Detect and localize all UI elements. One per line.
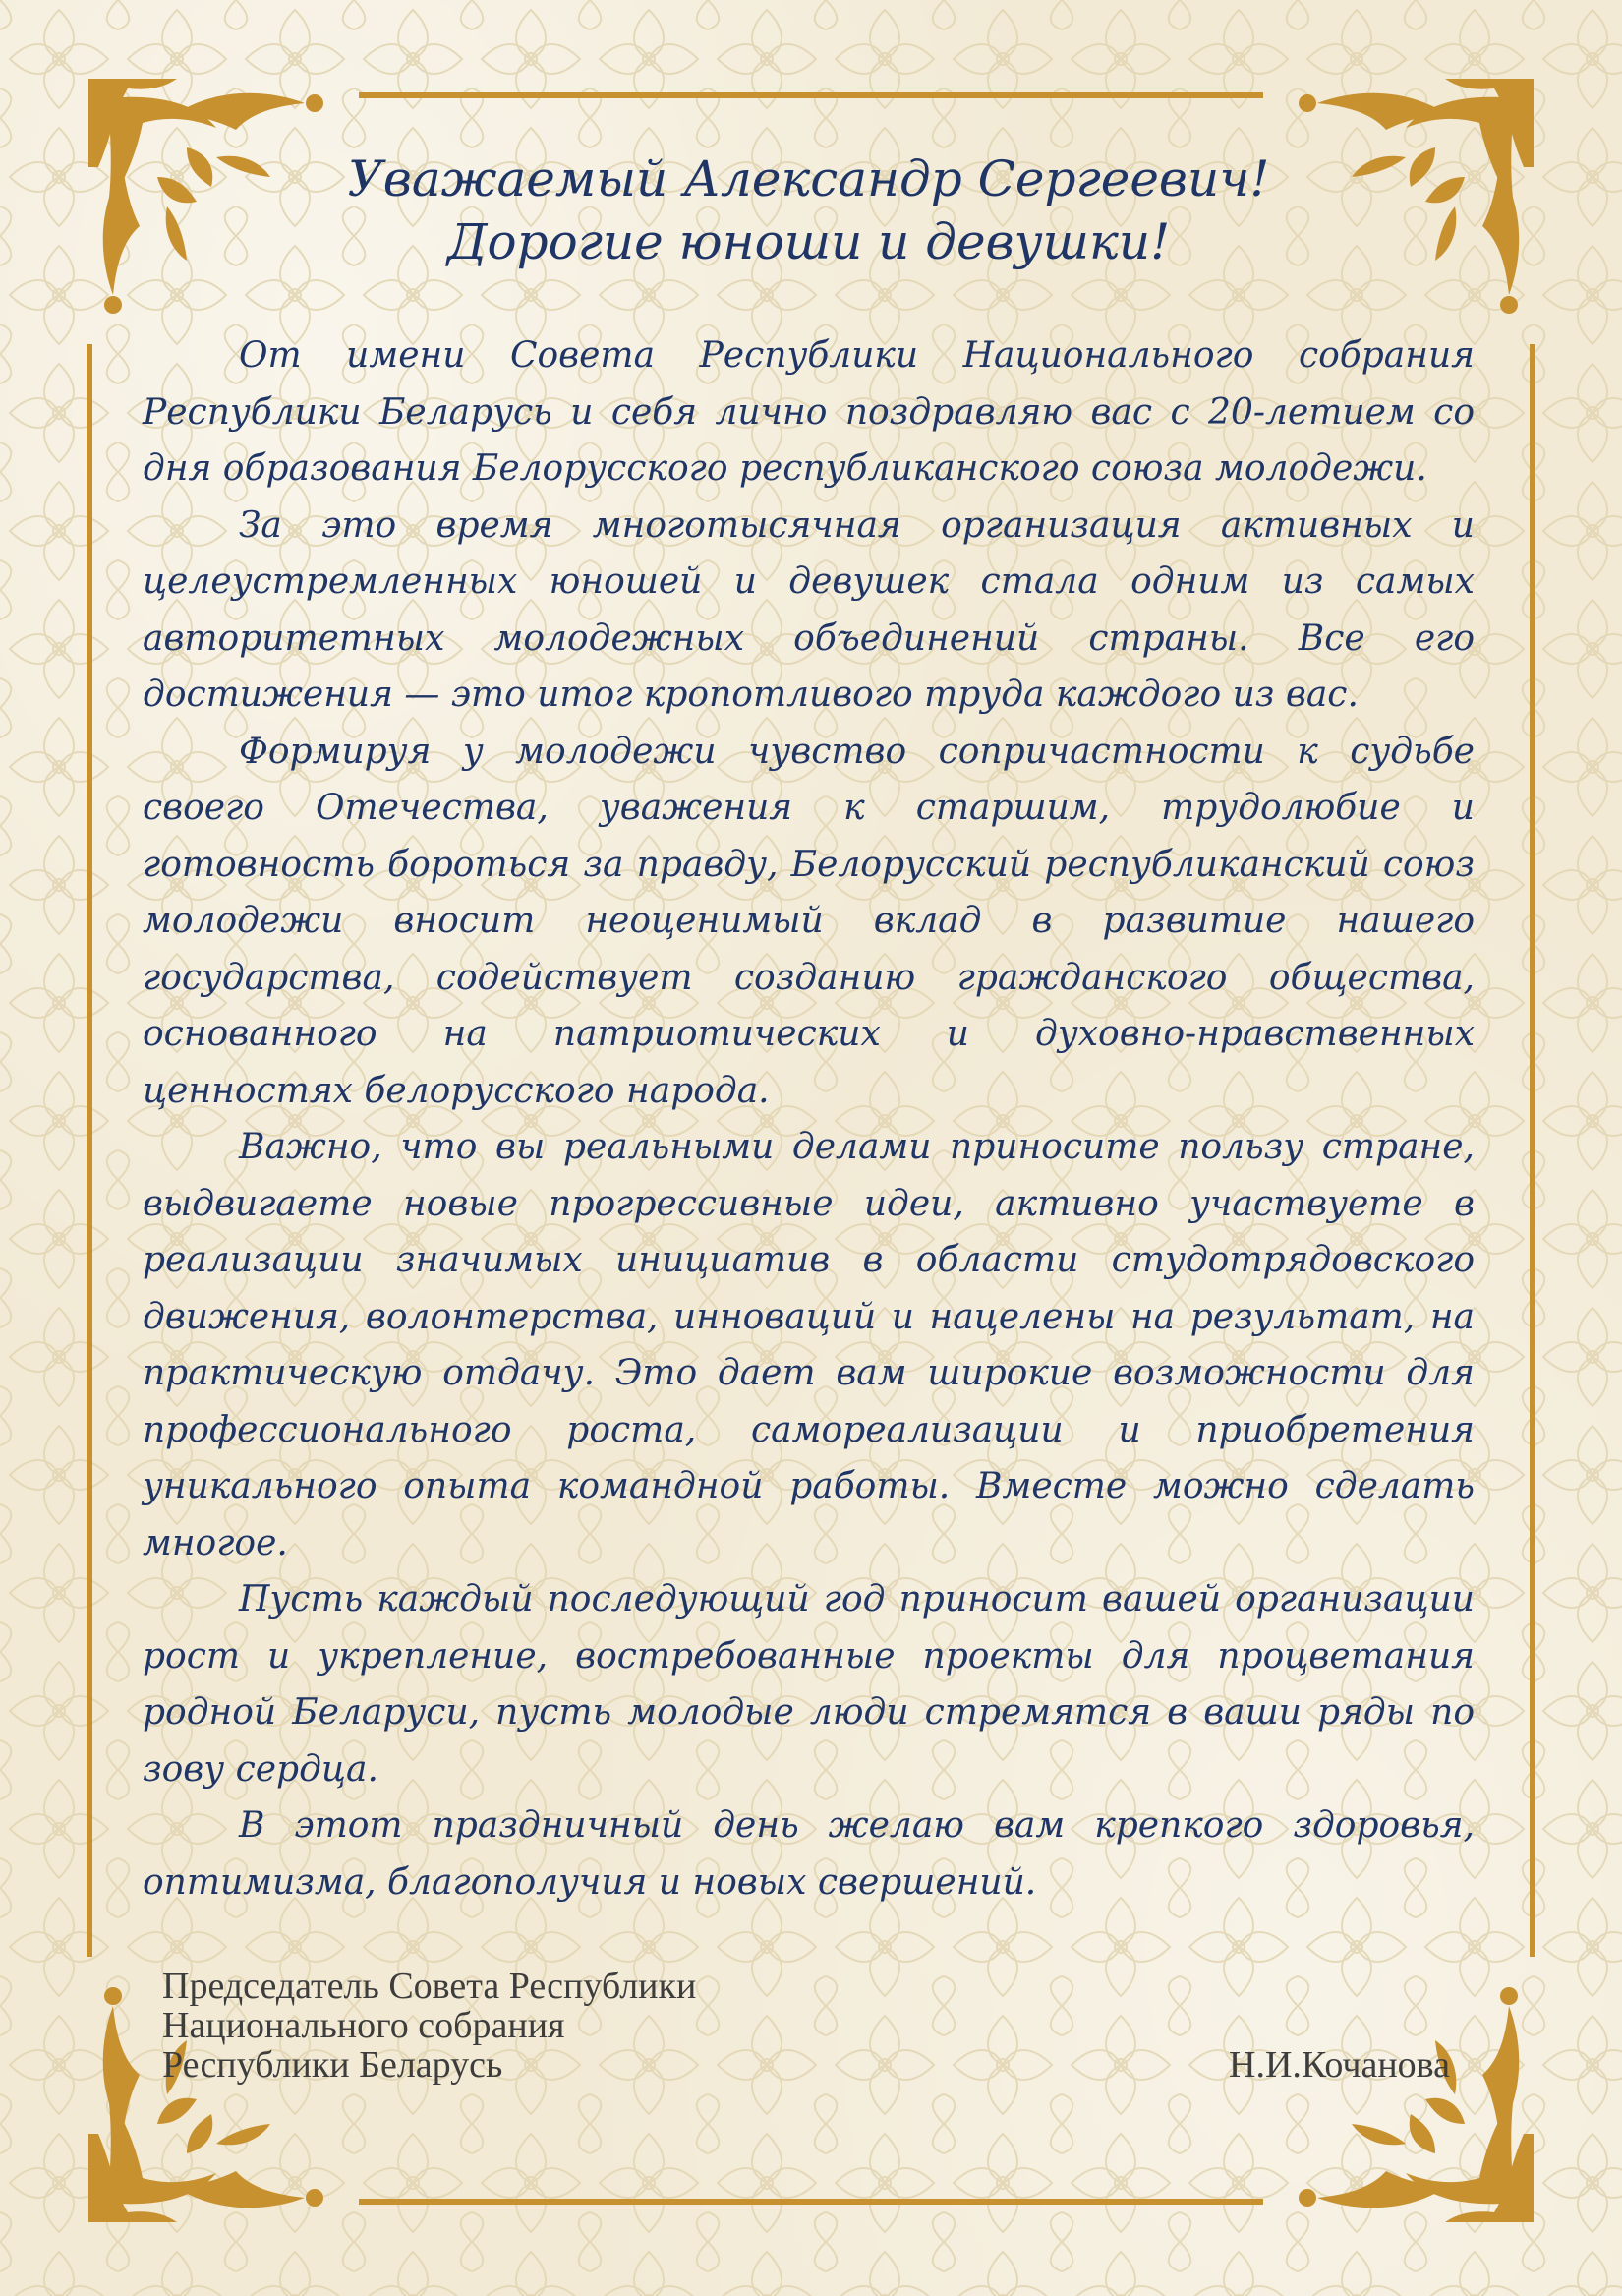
paragraph-1: От имени Совета Республики Национального собрания Республики Беларусь и себя лично поздравляю вас с 20-летием со дня образования Белорусского республиканского союза молодежи. xyxy=(143,335,1475,489)
salutation xyxy=(143,147,1475,273)
frame-line-bottom xyxy=(359,2199,1263,2205)
salutation-line-1: Уважаемый Александр Сергеевич! xyxy=(347,150,1270,207)
paragraph-2: За это время многотысячная организация активных и целеустремленных юношей и девушек стала одним из самых авторитетных молодежных объединений страны. Все его достижения — это итог кропотливого труда каждого из вас. xyxy=(143,504,1475,715)
paragraph-4: Важно, что вы реальными делами приносите пользу стране, выдвигаете новые прогрессивные идеи, активно участвуете в реализации значимых инициатив в области студотрядовского движения, волонтерства, инноваций и нацелены на результат, на практическую отдачу. Это дает вам широкие возможности для профессионального роста, самореализации и приобретения уникального опыта командной работы. Вместе можно сделать многое. xyxy=(143,1127,1475,1563)
letter-body xyxy=(143,147,1475,1911)
signature-title-line-1: Председатель Совета Республики xyxy=(162,1966,697,2007)
signature-block xyxy=(162,1967,1450,2085)
frame-line-left xyxy=(87,344,92,1957)
signature-title-line-3: Республики Беларусь xyxy=(162,2044,503,2086)
paragraph-3: Формируя у молодежи чувство сопричастности к судьбе своего Отечества, уважения к старшим, трудолюбие и готовность бороться за правду, Белорусский республиканский союз молодежи вносит неоценимый вклад в развитие нашего государства, содействует созданию гражданского общества, основанного на патриотических и духовно-нравственных ценностях белорусского народа. xyxy=(143,731,1475,1111)
frame-line-right xyxy=(1530,344,1535,1957)
frame-line-top xyxy=(359,92,1263,98)
salutation-line-2: Дорогие юноши и девушки! xyxy=(446,213,1171,270)
signature-title-line-2: Национального собрания xyxy=(162,2005,565,2046)
paragraph-6: В этот праздничный день желаю вам крепкого здоровья, оптимизма, благополучия и новых свершений. xyxy=(143,1805,1475,1903)
signature-name: Н.И.Кочанова xyxy=(1229,2044,1450,2086)
paragraph-5: Пусть каждый последующий год приносит вашей организации рост и укрепление, востребованные проекты для процветания родной Беларуси, пусть молодые люди стремятся в ваши ряды по зову сердца. xyxy=(143,1579,1475,1790)
